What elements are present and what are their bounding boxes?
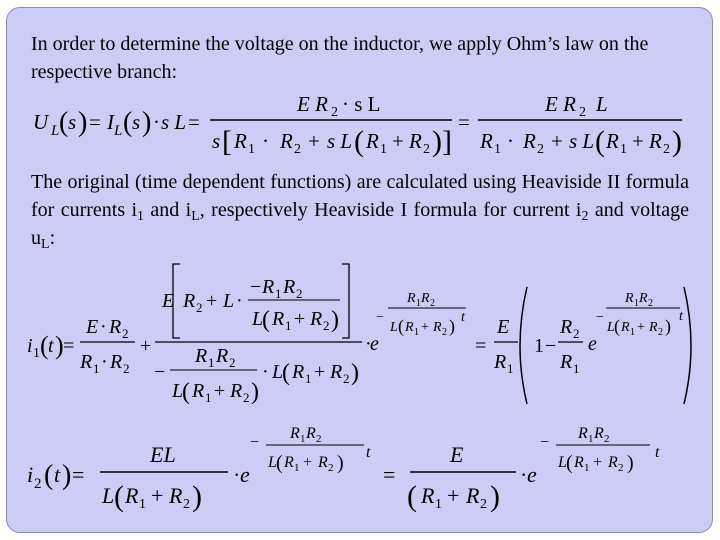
svg-text:): ): [351, 360, 359, 386]
svg-text:·: ·: [262, 129, 269, 153]
svg-text:R: R: [494, 351, 507, 373]
svg-text:L: L: [114, 123, 123, 139]
svg-text:(: (: [40, 331, 49, 360]
svg-text:e: e: [527, 462, 537, 487]
svg-text:1: 1: [620, 142, 627, 157]
svg-text:1: 1: [294, 462, 300, 474]
svg-text:R: R: [621, 320, 630, 335]
svg-text:2: 2: [243, 390, 250, 405]
svg-text:): ): [331, 307, 339, 333]
svg-text:E R: E R: [545, 92, 576, 116]
svg-text:2: 2: [316, 433, 322, 445]
svg-text:R: R: [649, 320, 658, 335]
svg-text:R: R: [409, 129, 422, 153]
svg-text:L: L: [172, 380, 184, 402]
svg-text:): ): [192, 480, 202, 513]
svg-text:[: [: [222, 125, 232, 158]
svg-text:2: 2: [663, 142, 670, 157]
svg-text:+: +: [214, 380, 226, 402]
svg-text:1: 1: [507, 361, 514, 376]
svg-text:=: =: [188, 110, 200, 134]
svg-text:2: 2: [328, 462, 334, 474]
svg-text:E: E: [162, 290, 175, 312]
svg-text:1: 1: [534, 335, 544, 357]
intro-paragraph: In order to determine the voltage on the inductor, we apply Ohm’s law on the respective branch:: [31, 33, 649, 83]
svg-text:−: −: [250, 434, 260, 451]
svg-text:·: ·: [520, 462, 528, 487]
svg-text:+: +: [551, 129, 563, 153]
svg-text:): ): [665, 316, 671, 336]
svg-text:E: E: [86, 316, 99, 338]
svg-text:s L: s L: [569, 129, 595, 153]
svg-text:·: ·: [101, 351, 108, 373]
svg-text:(: (: [182, 379, 190, 405]
svg-text:=: =: [89, 110, 101, 134]
svg-text:2: 2: [331, 105, 338, 120]
svg-text:R: R: [574, 454, 584, 471]
svg-text:(: (: [595, 125, 605, 158]
svg-text:2: 2: [648, 298, 653, 309]
svg-text:R: R: [80, 351, 93, 373]
svg-text:(: (: [354, 125, 364, 158]
svg-text:L: L: [607, 320, 615, 335]
svg-text:2: 2: [323, 318, 330, 333]
svg-text:(: (: [44, 460, 54, 491]
svg-text:1: 1: [33, 346, 40, 361]
svg-text:t: t: [366, 444, 371, 461]
svg-text:1: 1: [275, 286, 282, 301]
svg-text:): ): [142, 107, 152, 138]
svg-text:): ): [62, 460, 72, 491]
svg-text:R: R: [310, 308, 323, 330]
svg-text:·: ·: [507, 129, 514, 153]
svg-text:1: 1: [93, 361, 100, 376]
svg-text:R: R: [433, 320, 442, 335]
svg-text:R: R: [318, 454, 328, 471]
svg-text:1: 1: [573, 361, 580, 376]
svg-text:): ): [251, 379, 259, 405]
svg-text:s: s: [212, 129, 221, 153]
svg-text:(: (: [276, 452, 283, 474]
svg-text:2: 2: [183, 497, 190, 512]
svg-text:): ): [490, 480, 500, 513]
svg-text:R: R: [606, 129, 619, 153]
svg-text:1: 1: [494, 142, 501, 157]
svg-text:·: ·: [233, 462, 241, 487]
svg-text:2: 2: [343, 371, 350, 386]
svg-text:1: 1: [208, 355, 215, 370]
svg-text:2: 2: [196, 300, 203, 315]
svg-text:1: 1: [248, 142, 255, 157]
svg-text:+: +: [632, 129, 644, 153]
svg-text:−: −: [250, 276, 262, 298]
svg-text:=: =: [458, 110, 470, 134]
svg-text:): ): [78, 107, 88, 138]
svg-text:1: 1: [630, 327, 635, 338]
svg-text:): ): [55, 331, 64, 360]
svg-text:−: −: [596, 310, 604, 325]
svg-text:1: 1: [380, 142, 387, 157]
svg-text:R: R: [169, 483, 183, 508]
svg-text:−: −: [545, 335, 557, 357]
svg-text:R: R: [366, 129, 379, 153]
svg-text:R: R: [230, 380, 243, 402]
svg-text:+: +: [447, 483, 460, 508]
svg-text:i: i: [27, 462, 34, 487]
svg-text:R: R: [421, 483, 435, 508]
svg-text:I: I: [107, 110, 114, 134]
svg-text:R: R: [284, 454, 294, 471]
svg-text:·: ·: [365, 333, 372, 355]
svg-text:(: (: [566, 452, 573, 474]
svg-text:(: (: [59, 107, 69, 138]
svg-text:]: ]: [442, 125, 452, 158]
svg-text:L: L: [102, 483, 115, 508]
svg-text:E: E: [497, 316, 510, 338]
svg-text:·: ·: [100, 316, 107, 338]
svg-text:R: R: [306, 425, 316, 442]
svg-text:R: R: [649, 129, 662, 153]
svg-text:R: R: [125, 483, 139, 508]
svg-text:2: 2: [34, 476, 42, 492]
svg-text:2: 2: [296, 286, 303, 301]
svg-text:+: +: [140, 335, 152, 357]
svg-text:(: (: [262, 307, 270, 333]
svg-text:−: −: [376, 310, 384, 325]
svg-text:L: L: [268, 454, 277, 471]
svg-text:): ): [432, 125, 442, 158]
svg-text:=: =: [475, 335, 487, 357]
svg-text:1: 1: [300, 433, 306, 445]
svg-text:(: (: [407, 480, 417, 513]
svg-text:(: (: [114, 480, 124, 513]
svg-text:R: R: [292, 361, 305, 383]
svg-text:R: R: [560, 316, 573, 338]
svg-text:−: −: [154, 361, 166, 383]
svg-text:R: R: [272, 308, 285, 330]
heaviside-paragraph: The original (time dependent functions) are calculated using Heaviside II formula for currents $i_1$ and $i_L$, respectively Heaviside I formula for current $i_2$ and voltage $u_L$:: [31, 171, 689, 252]
svg-text:+: +: [314, 361, 326, 383]
svg-text:2: 2: [442, 327, 447, 338]
svg-text:R: R: [608, 454, 618, 471]
svg-text:): ): [449, 316, 455, 336]
svg-text:1: 1: [634, 298, 639, 309]
svg-text:): ): [337, 452, 344, 474]
svg-text:R: R: [195, 345, 208, 367]
svg-text:2: 2: [658, 327, 663, 338]
svg-text:R: R: [110, 351, 123, 373]
svg-text:s: s: [68, 110, 77, 134]
svg-text:U: U: [33, 110, 49, 134]
svg-text:1: 1: [588, 433, 594, 445]
svg-text:i: i: [27, 335, 33, 357]
svg-text:R: R: [625, 291, 634, 306]
svg-text:·: ·: [236, 290, 243, 312]
svg-text:1: 1: [416, 298, 421, 309]
svg-text:L: L: [51, 123, 60, 139]
svg-text:2: 2: [430, 298, 435, 309]
svg-text:e: e: [370, 333, 379, 355]
svg-text:R: R: [405, 320, 414, 335]
svg-text:): ): [672, 125, 682, 158]
svg-text:L: L: [596, 92, 608, 116]
svg-text:t: t: [461, 310, 465, 325]
svg-text:2: 2: [604, 433, 610, 445]
svg-text:+: +: [392, 129, 404, 153]
svg-text:L: L: [252, 308, 264, 330]
svg-text:L: L: [272, 361, 284, 383]
svg-text:E: E: [450, 442, 464, 467]
svg-text:·: ·: [153, 110, 160, 134]
svg-text:1: 1: [584, 462, 590, 474]
svg-text:+: +: [303, 454, 313, 471]
svg-text:E R: E R: [297, 92, 328, 116]
svg-text:s L: s L: [161, 110, 187, 134]
svg-text:R: R: [578, 425, 588, 442]
svg-text:+: +: [637, 320, 645, 335]
svg-text:R: R: [594, 425, 604, 442]
svg-text:1: 1: [205, 390, 212, 405]
svg-text:s: s: [132, 110, 141, 134]
svg-text:−: −: [540, 434, 550, 451]
svg-text:R: R: [234, 129, 247, 153]
svg-text:L: L: [390, 320, 398, 335]
svg-text:(: (: [282, 360, 290, 386]
svg-text:1: 1: [305, 371, 312, 386]
svg-text:2: 2: [123, 361, 130, 376]
svg-text:2: 2: [294, 142, 301, 157]
svg-text:R: R: [407, 291, 416, 306]
svg-text:2: 2: [229, 355, 236, 370]
svg-text:R: R: [280, 129, 293, 153]
svg-text:1: 1: [285, 318, 292, 333]
svg-text:+: +: [151, 483, 164, 508]
svg-text:+: +: [308, 129, 320, 153]
svg-text:2: 2: [618, 462, 624, 474]
svg-text:2: 2: [573, 326, 580, 341]
svg-text:R: R: [639, 291, 648, 306]
svg-text:(: (: [123, 107, 133, 138]
svg-text:t: t: [655, 444, 660, 461]
svg-text:+: +: [593, 454, 603, 471]
svg-text:R: R: [183, 290, 196, 312]
svg-text:e: e: [588, 333, 597, 355]
svg-text:(: (: [614, 316, 620, 336]
svg-text:1: 1: [414, 327, 419, 338]
svg-text:2: 2: [423, 142, 430, 157]
svg-text:R: R: [480, 129, 493, 153]
svg-text:2: 2: [122, 326, 129, 341]
svg-text:=: =: [383, 462, 396, 487]
svg-text:R: R: [290, 425, 300, 442]
svg-text:+: +: [206, 290, 218, 312]
svg-text:(: (: [398, 316, 404, 336]
svg-text:s L: s L: [327, 129, 353, 153]
svg-text:t: t: [54, 462, 61, 487]
svg-text:e: e: [240, 462, 250, 487]
svg-text:): ): [627, 452, 634, 474]
svg-text:1: 1: [435, 497, 442, 512]
svg-text:·: ·: [262, 361, 269, 383]
svg-text:t: t: [48, 335, 54, 357]
svg-text:R: R: [330, 361, 343, 383]
svg-text:R: R: [192, 380, 205, 402]
svg-text:=: =: [72, 462, 85, 487]
svg-text:R: R: [216, 345, 229, 367]
svg-text:R: R: [109, 316, 122, 338]
svg-text:· s L: · s L: [342, 92, 381, 116]
svg-text:L: L: [558, 454, 567, 471]
svg-text:=: =: [63, 335, 75, 357]
svg-text:R: R: [283, 276, 296, 298]
svg-text:1: 1: [139, 497, 146, 512]
svg-text:R: R: [262, 276, 275, 298]
svg-text:R: R: [466, 483, 480, 508]
svg-text:L: L: [223, 290, 235, 312]
svg-text:+: +: [421, 320, 429, 335]
svg-text:R: R: [523, 129, 536, 153]
svg-text:2: 2: [537, 142, 544, 157]
svg-text:t: t: [679, 309, 683, 324]
svg-text:2: 2: [480, 497, 487, 512]
svg-text:+: +: [294, 308, 306, 330]
svg-text:R: R: [421, 291, 430, 306]
svg-text:2: 2: [579, 105, 586, 120]
svg-text:EL: EL: [150, 442, 176, 467]
svg-text:R: R: [560, 351, 573, 373]
